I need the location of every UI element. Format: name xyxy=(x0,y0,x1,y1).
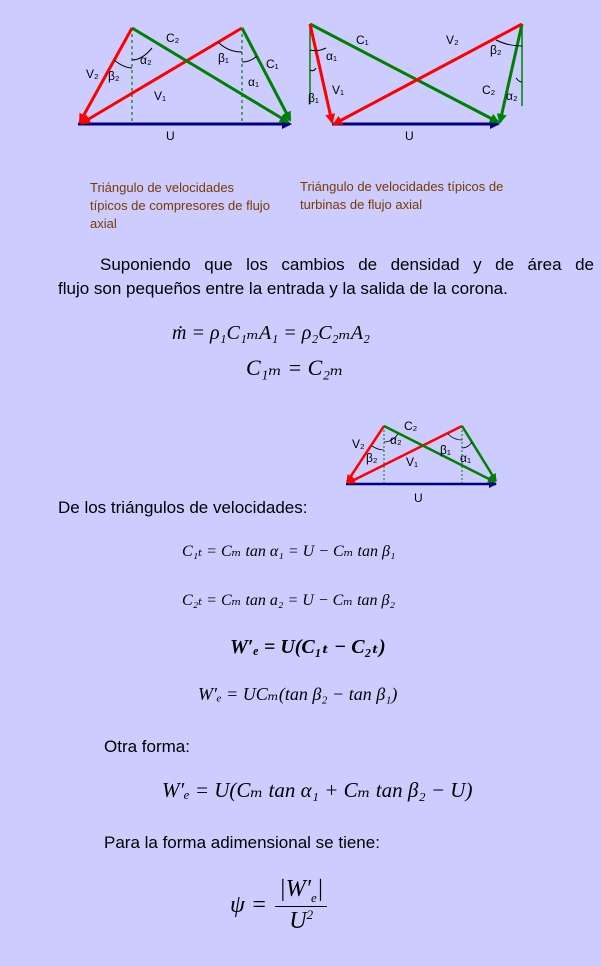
compressor-label-c2: C₂ xyxy=(166,31,180,45)
equation-we-1: W′ₑ = U(C₁ₜ − C₂ₜ) xyxy=(230,636,386,658)
paragraph-line-2: flujo son pequeños entre la entrada y la salida de la corona. xyxy=(58,279,508,298)
equation-c1t: C₁ₜ = Cₘ tan α₁ = U − Cₘ tan β₁ xyxy=(182,543,396,560)
otra-forma-label: Otra forma: xyxy=(104,737,190,756)
equation-cm-equal: C₁ₘ = C₂ₘ xyxy=(246,355,344,380)
psi-denominator: $U^2$ xyxy=(289,906,314,934)
paragraph-line-1: Suponiendo que los cambios de densidad y de área de xyxy=(100,255,594,274)
compressor-velocity-diagram xyxy=(70,20,300,145)
psi-numerator: $|W'_e|$ xyxy=(275,876,327,907)
equation-we-3: W′ₑ = U(Cₘ tan α₁ + Cₘ tan β₂ − U) xyxy=(162,778,473,802)
small-label-beta1: β₁ xyxy=(440,443,451,457)
compressor-c1-vector xyxy=(242,28,290,120)
turbine-c1-vector xyxy=(310,24,498,122)
equation-we-2: W′ₑ = UCₘ(tan β₂ − tan β₁) xyxy=(198,684,398,704)
compressor-label-beta2: β₂ xyxy=(108,69,120,83)
turbine-label-beta2: β₂ xyxy=(490,43,502,57)
compressor-label-v1: V₁ xyxy=(154,89,167,103)
small-label-c2: C₂ xyxy=(404,419,418,433)
turbine-label-c1: C₁ xyxy=(356,33,369,47)
compressor-label-alpha1: α₁ xyxy=(248,75,259,89)
triangles-heading: De los triángulos de velocidades: xyxy=(58,498,308,517)
turbine-label-c2: C₂ xyxy=(482,83,496,97)
turbine-caption: Triángulo de velocidades típicos de turbinas de flujo axial xyxy=(300,179,504,212)
compressor-label-beta1: β₁ xyxy=(218,51,229,65)
small-label-v1: V₁ xyxy=(406,455,419,469)
turbine-label-beta1: β₁ xyxy=(308,91,319,105)
compressor-caption: Triángulo de velocidades típicos de compresores de flujo axial xyxy=(90,180,270,231)
compressor-label-c1: C₁ xyxy=(266,57,279,71)
turbine-label-v1: V₁ xyxy=(332,83,345,97)
turbine-c2-vector xyxy=(500,24,522,122)
compressor-label-u: U xyxy=(166,129,175,143)
turbine-label-u: U xyxy=(405,129,414,143)
turbine-label-alpha1: α₁ xyxy=(326,49,337,63)
turbine-label-alpha2: α₂ xyxy=(506,89,518,103)
adimensional-label: Para la forma adimensional se tiene: xyxy=(104,833,380,852)
compressor-c2-vector xyxy=(132,28,288,122)
small-label-v2: V₂ xyxy=(352,437,365,451)
small-label-alpha1: α₁ xyxy=(460,451,471,465)
small-label-alpha2: α₂ xyxy=(390,433,402,447)
equation-c2t: C₂ₜ = Cₘ tan a₂ = U − Cₘ tan β₂ xyxy=(182,592,396,609)
turbine-label-v2: V₂ xyxy=(446,33,459,47)
psi-symbol: ψ = xyxy=(230,891,268,918)
equation-mass-flow: ṁ = ρ₁C₁ₘA₁ = ρ₂C₂ₘA₂ xyxy=(172,322,370,344)
psi-fraction xyxy=(275,876,327,935)
small-label-beta2: β₂ xyxy=(366,451,378,465)
turbine-velocity-diagram xyxy=(300,14,540,144)
compressor-label-alpha2: α₂ xyxy=(140,53,152,67)
small-velocity-diagram xyxy=(340,414,505,504)
equation-psi xyxy=(230,876,327,935)
compressor-label-v2: V₂ xyxy=(86,67,99,81)
turbine-v1-vector xyxy=(310,24,332,122)
small-label-u: U xyxy=(414,491,423,504)
